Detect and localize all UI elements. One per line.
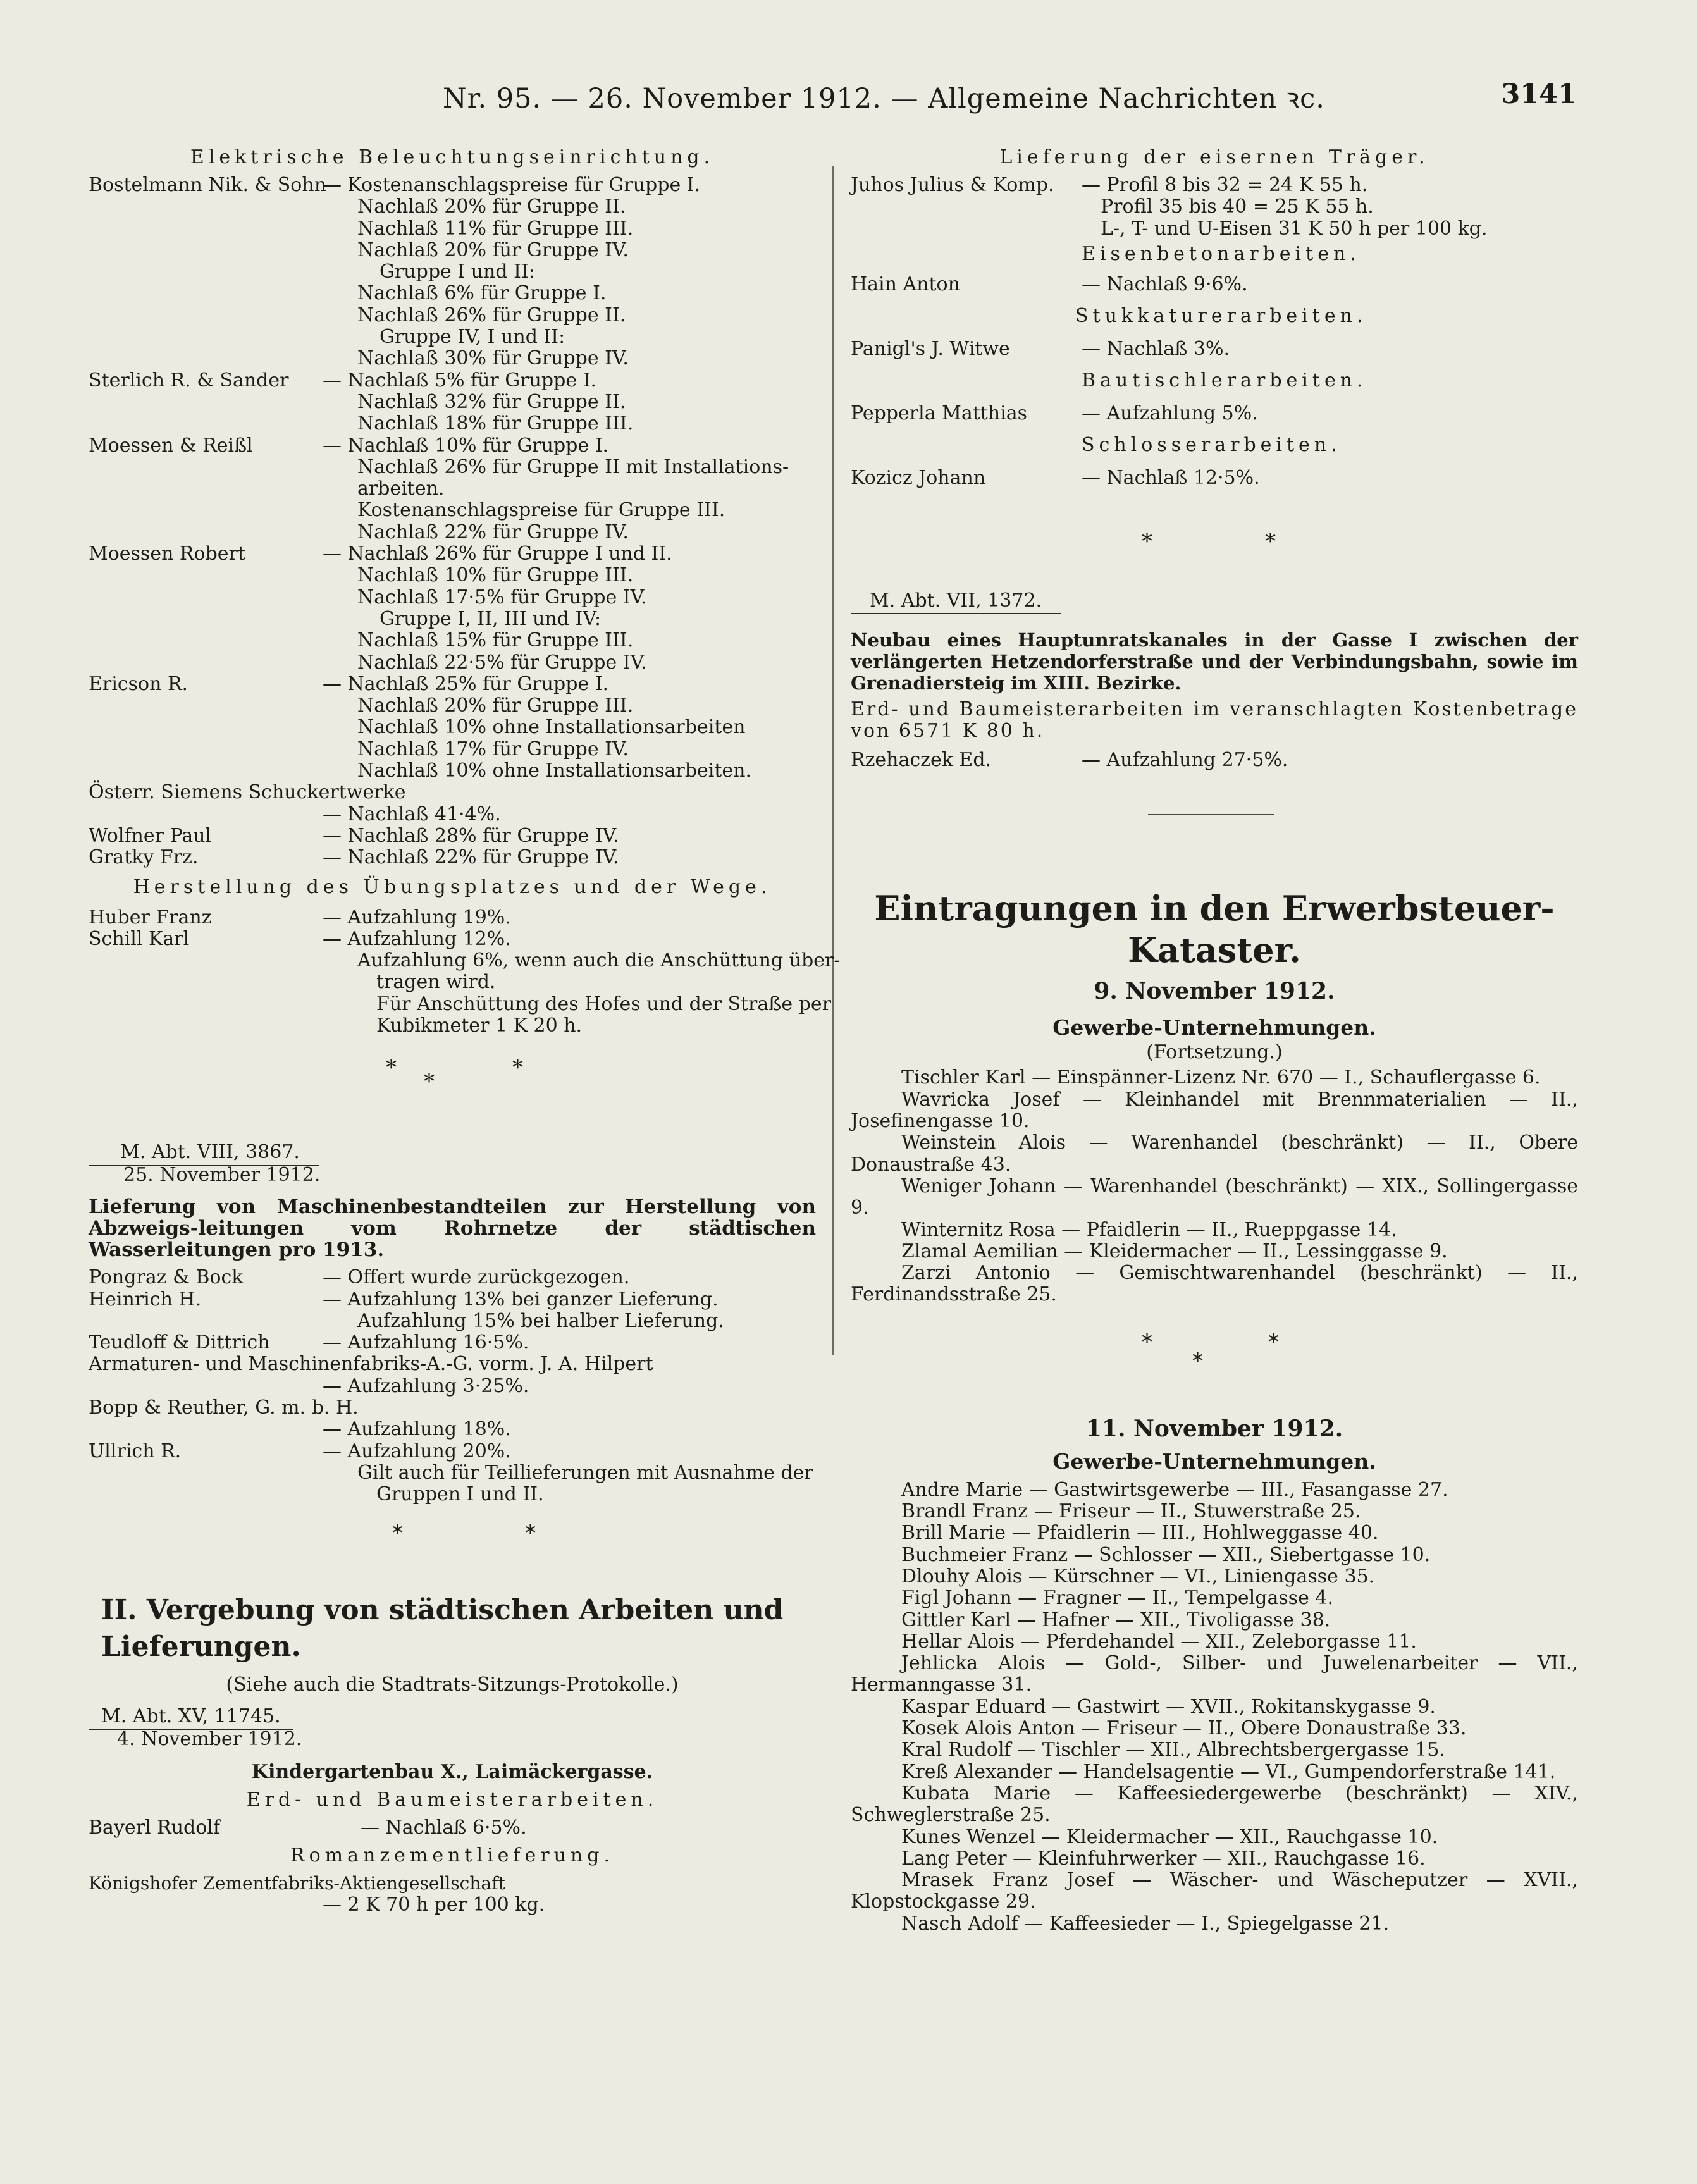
bid-text: — Nachlaß 9·6%. — [1082, 273, 1248, 295]
bid-row — [851, 338, 1578, 370]
bid-row — [89, 261, 816, 283]
bid-row — [851, 196, 1578, 218]
bidder-name: Ullrich R. — [89, 1440, 182, 1462]
bid-row — [89, 608, 816, 630]
bid-text: — Nachlaß 5% für Gruppe I. — [323, 369, 596, 392]
date-line: 25. November 1912. — [123, 1164, 321, 1187]
entry-item: Lang Peter — Kleinfuhrwerker — XII., Rauchgasse 16. — [901, 1847, 1426, 1870]
bid-list — [89, 907, 816, 951]
project-title: Neubau eines Hauptunratskanales in der Gasse I zwischen der verlängerten Hetzendorferstraße und der Verbindungsbahn, sowie im Grenadiersteig im XIII. Bezirke. — [851, 629, 1578, 694]
bid-text: — Nachlaß 6·5%. — [361, 1816, 527, 1839]
bid-row — [851, 218, 1578, 240]
bid-text: — Aufzahlung 12%. — [323, 927, 511, 950]
reference-number: M. Abt. VII, 1372. — [851, 590, 1578, 613]
section-title: Lieferung von Maschinenbestandteilen zur Herstellung von Abzweigs-leitungen vom Rohrnetze der städtischen Wasserleitungen pro 1913. — [89, 1195, 816, 1262]
bidder-name: Österr. Siemens Schuckertwerke — [89, 781, 406, 804]
note-text: Aufzahlung 6%, wenn auch die Anschüttung über- — [357, 949, 841, 972]
bid-text: Nachlaß 17·5% für Gruppe IV. — [357, 586, 647, 608]
entry-item: Kunes Wenzel — Kleidermacher — XII., Rauchgasse 10. — [901, 1825, 1438, 1848]
bidder-name: Pepperla Matthias — [851, 402, 1028, 424]
entry-item: Kreß Alexander — Handelsagentie — VI., Gumpendorferstraße 141. — [901, 1760, 1556, 1783]
separator-stars — [851, 518, 1578, 581]
note-text: Für Anschüttung des Hofes und der Straße per — [376, 992, 831, 1015]
bid-text: — Nachlaß 26% für Gruppe I und II. — [323, 543, 672, 565]
bidder-name: Bopp & Reuther, G. m. b. H. — [89, 1397, 359, 1419]
bid-row — [89, 760, 816, 782]
bid-text: Nachlaß 17% für Gruppe IV. — [357, 737, 629, 760]
bidder-name: Moessen & Reißl — [89, 434, 253, 457]
bid-row — [89, 175, 816, 196]
bid-text: L-, T- und U-Eisen 31 K 50 h per 100 kg. — [1101, 217, 1488, 240]
bid-row — [89, 218, 816, 240]
bid-row — [89, 392, 816, 413]
entry-item: Weniger Johann — Warenhandel (beschränkt) — XIX., Sollingergasse 9. — [851, 1175, 1578, 1219]
bid-row — [89, 907, 816, 929]
section-title: Elektrische Beleuchtungseinrichtung. — [190, 146, 715, 168]
bid-text: — Offert wurde zurückgezogen. — [323, 1266, 630, 1289]
bid-text: Nachlaß 32% für Gruppe II. — [357, 390, 626, 413]
continuation-note: (Fortsetzung.) — [1146, 1041, 1283, 1064]
bidder-name: Armaturen- und Maschinenfabriks-A.-G. vorm. J. A. Hilpert — [89, 1353, 653, 1376]
bid-row — [89, 370, 816, 392]
bid-row — [89, 587, 816, 608]
entry-item: Weinstein Alois — Warenhandel (beschränkt) — II., Obere Donaustraße 43. — [851, 1132, 1578, 1176]
bid-row — [851, 750, 1578, 775]
bid-row — [89, 522, 816, 543]
bid-row — [89, 1419, 816, 1440]
bid-row — [89, 929, 816, 950]
bid-row — [89, 196, 816, 218]
bid-row — [89, 305, 816, 326]
entry-item: Kosek Alois Anton — Friseur — II., Obere Donaustraße 33. — [901, 1717, 1467, 1740]
section-title: Schlosserarbeiten. — [1082, 433, 1342, 456]
bid-text: — Nachlaß 12·5%. — [1082, 466, 1260, 489]
bid-row — [89, 847, 816, 868]
star: * — [1268, 1329, 1279, 1355]
entry-item: Andre Marie — Gastwirtsgewerbe — III., Fasangasse 27. — [901, 1478, 1448, 1501]
bidder-name: Juhos Julius & Komp. — [851, 174, 1054, 196]
bid-text: Nachlaß 26% für Gruppe II mit Installations- — [357, 455, 789, 478]
entry-item: Dlouhy Alois — Kürschner — VI., Liniengasse 35. — [901, 1565, 1375, 1588]
bid-row — [89, 652, 816, 674]
bid-row — [89, 348, 816, 369]
bid-row — [89, 630, 816, 651]
bid-row — [851, 403, 1578, 435]
star: * — [1192, 1348, 1203, 1374]
entry-item: Buchmeier Franz — Schlosser — XII., Siebertgasse 10. — [901, 1543, 1431, 1566]
section-subheading: (Siehe auch die Stadtrats-Sitzungs-Protokolle.) — [226, 1673, 679, 1696]
bid-row — [89, 543, 816, 565]
bid-row — [89, 1817, 816, 1845]
bid-row — [89, 1397, 816, 1419]
bidder-name: Huber Franz — [89, 906, 212, 929]
bid-row — [89, 782, 816, 803]
bid-text: Gruppe I und II: — [380, 261, 535, 283]
divider-line — [851, 805, 1578, 824]
column-divider — [832, 166, 834, 1355]
header-title: Nr. 95. — 26. November 1912. — Allgemeine Nachrichten ꝛc. — [443, 83, 1325, 114]
bid-row — [89, 565, 816, 586]
bid-text: — Aufzahlung 19%. — [323, 906, 511, 929]
bid-text: Nachlaß 11% für Gruppe III. — [357, 217, 634, 240]
bid-row — [89, 1332, 816, 1354]
bid-list — [89, 175, 816, 869]
section-title: Bautischlerarbeiten. — [1082, 369, 1367, 392]
reference-number: M. Abt. VIII, 3867. — [89, 1142, 816, 1164]
bid-text: Nachlaß 18% für Gruppe III. — [357, 412, 634, 435]
bidder-name: Hain Anton — [851, 273, 960, 295]
note-text: Gilt auch für Teillieferungen mit Ausnahme der — [357, 1461, 813, 1484]
star: * — [512, 1055, 523, 1081]
bid-row — [89, 1267, 816, 1288]
subsection-heading: Gewerbe-Unternehmungen. — [1052, 1448, 1376, 1474]
bid-row — [851, 175, 1578, 196]
bid-row — [89, 500, 816, 521]
bid-text: Nachlaß 26% für Gruppe II. — [357, 304, 626, 326]
bid-text: — Nachlaß 10% für Gruppe I. — [323, 434, 609, 457]
entry-item: Wavricka Josef — Kleinhandel mit Brennmaterialien — II., Josefinengasse 10. — [851, 1088, 1578, 1133]
page-header — [0, 75, 1697, 125]
entry-item: Figl Johann — Fragner — II., Tempelgasse 4. — [901, 1587, 1334, 1610]
bid-text: — Nachlaß 22% für Gruppe IV. — [323, 846, 619, 869]
bidder-name: Bostelmann Nik. & Sohn — [89, 174, 327, 196]
section-title: Herstellung des Übungsplatzes und der Wege. — [133, 875, 772, 898]
bid-text: — Nachlaß 41·4%. — [323, 803, 501, 825]
section-title: Eisenbetonarbeiten. — [1082, 242, 1361, 265]
bid-row — [89, 674, 816, 695]
bid-text: Profil 35 bis 40 = 25 K 55 h. — [1101, 195, 1374, 218]
bid-text: arbeiten. — [357, 478, 445, 500]
bid-text: Nachlaß 10% ohne Installationsarbeiten. — [357, 760, 751, 782]
bid-row — [89, 457, 816, 478]
separator-stars — [89, 1516, 816, 1560]
bid-text: — Aufzahlung 20%. — [323, 1440, 511, 1462]
bid-row — [89, 240, 816, 261]
bid-row — [89, 804, 816, 825]
bid-row — [89, 478, 816, 500]
star: * — [392, 1520, 403, 1546]
bidder-name: Schill Karl — [89, 927, 190, 950]
bid-text: — Aufzahlung 5%. — [1082, 402, 1258, 424]
section-title: Erd- und Baumeisterarbeiten im veranschlagten Kostenbetrage von 6571 K 80 h. — [851, 698, 1578, 743]
bid-row — [89, 1376, 816, 1397]
separator-stars — [851, 1325, 1578, 1382]
bid-row — [89, 825, 816, 847]
section-title: Stukkaturerarbeiten. — [1075, 304, 1367, 327]
entry-item: Nasch Adolf — Kaffeesieder — I., Spiegelgasse 21. — [901, 1912, 1390, 1935]
entry-item: Kaspar Eduard — Gastwirt — XVII., Rokitanskygasse 9. — [901, 1695, 1436, 1718]
bid-text: Nachlaß 20% für Gruppe III. — [357, 694, 634, 717]
bid-row — [89, 1311, 816, 1332]
entry-item: Gittler Karl — Hafner — XII., Tivoligasse 38. — [901, 1608, 1331, 1631]
bid-row — [89, 695, 816, 717]
note-text: Gruppen I und II. — [376, 1483, 544, 1506]
date-heading: 9. November 1912. — [1094, 978, 1335, 1005]
bid-row — [89, 435, 816, 457]
bidder-name: Königshofer Zementfabriks-Aktiengesellschaft — [89, 1872, 505, 1894]
separator-stars — [89, 1044, 816, 1101]
project-title: Kindergartenbau X., Laimäckergasse. — [251, 1760, 653, 1783]
bid-text: — Aufzahlung 13% bei ganzer Lieferung. — [323, 1288, 719, 1311]
entry-item: Hellar Alois — Pferdehandel — XII., Zeleborgasse 11. — [901, 1630, 1417, 1653]
bid-row — [89, 326, 816, 348]
note-text: Kubikmeter 1 K 20 h. — [376, 1014, 583, 1037]
bid-text: Nachlaß 6% für Gruppe I. — [357, 282, 607, 305]
left-column — [89, 146, 841, 1916]
entry-item: Brandl Franz — Friseur — II., Stuwerstraße 25. — [901, 1500, 1361, 1523]
date-heading: 11. November 1912. — [1085, 1415, 1343, 1442]
entry-item: Zarzi Antonio — Gemischtwarenhandel (beschränkt) — II., Ferdinandsstraße 25. — [851, 1262, 1578, 1306]
bid-row — [89, 1354, 816, 1375]
star: * — [525, 1520, 536, 1546]
entry-item: Mrasek Franz Josef — Wäscher- und Wäscheputzer — XVII., Klopstockgasse 29. — [851, 1869, 1578, 1913]
bid-text: Nachlaß 20% für Gruppe II. — [357, 195, 626, 218]
section-title: Romanzementlieferung. — [290, 1844, 614, 1866]
entry-list — [851, 1479, 1578, 1935]
entry-item: Kral Rudolf — Tischler — XII., Albrechtsbergergasse 15. — [901, 1739, 1445, 1761]
entry-item: Jehlicka Alois — Gold-, Silber- und Juwelenarbeiter — VII., Hermanngasse 31. — [851, 1652, 1578, 1696]
reference-number: M. Abt. XV, 11745. — [89, 1706, 816, 1729]
bid-text: — Aufzahlung 27·5%. — [1082, 749, 1288, 772]
entry-item: Tischler Karl — Einspänner-Lizenz Nr. 670 — I., Schauflergasse 6. — [901, 1066, 1541, 1089]
section-title: Lieferung der eisernen Träger. — [999, 146, 1429, 168]
bidder-name: Gratky Frz. — [89, 846, 199, 869]
right-column — [851, 147, 1578, 1935]
subsection-heading: Gewerbe-Unternehmungen. — [1052, 1015, 1376, 1040]
bid-text: — Nachlaß 28% für Gruppe IV. — [323, 824, 619, 847]
bidder-name: Sterlich R. & Sander — [89, 369, 289, 392]
bidder-name: Moessen Robert — [89, 543, 245, 565]
bid-text: — Aufzahlung 18%. — [323, 1418, 511, 1441]
entry-list — [851, 1067, 1578, 1305]
bidder-name: Panigl's J. Witwe — [851, 337, 1010, 360]
bid-text: Nachlaß 20% für Gruppe IV. — [357, 238, 629, 261]
bidder-name: Wolfner Paul — [89, 824, 212, 847]
bid-text: — Aufzahlung 16·5%. — [323, 1331, 529, 1354]
bidder-name: Bayerl Rudolf — [89, 1816, 220, 1839]
bid-text: — 2 K 70 h per 100 kg. — [323, 1893, 545, 1916]
entry-item: Brill Marie — Pfaidlerin — III., Hohlweggasse 40. — [901, 1522, 1379, 1545]
star: * — [424, 1069, 435, 1095]
bid-row — [89, 717, 816, 738]
star: * — [386, 1055, 397, 1081]
bid-text: Nachlaß 10% ohne Installationsarbeiten — [357, 716, 746, 739]
bid-text: Nachlaß 10% für Gruppe III. — [357, 564, 634, 587]
bid-list — [89, 1267, 816, 1462]
bid-row — [89, 1289, 816, 1311]
bidder-name: Kozicz Johann — [851, 466, 986, 489]
entry-item: Kubata Marie — Kaffeesiedergewerbe (beschränkt) — XIV., Schweglerstraße 25. — [851, 1782, 1578, 1827]
bid-text: — Nachlaß 3%. — [1082, 337, 1230, 360]
bid-text: — Nachlaß 25% für Gruppe I. — [323, 672, 609, 695]
star: * — [1142, 528, 1152, 554]
bid-row — [89, 1441, 816, 1462]
entry-item: Zlamal Aemilian — Kleidermacher — II., Lessinggasse 9. — [901, 1240, 1448, 1262]
entry-item: Winternitz Rosa — Pfaidlerin — II., Rueppgasse 14. — [901, 1218, 1397, 1241]
bid-text: Aufzahlung 15% bei halber Lieferung. — [357, 1309, 724, 1332]
bid-text: Nachlaß 22% für Gruppe IV. — [357, 521, 629, 543]
bid-text: — Profil 8 bis 32 = 24 K 55 h. — [1082, 174, 1368, 196]
bid-text: Gruppe IV, I und II: — [380, 326, 565, 349]
bidder-name: Rzehaczek Ed. — [851, 749, 992, 772]
bid-row — [851, 467, 1578, 499]
bid-row — [89, 413, 816, 435]
bid-text: — Kostenanschlagspreise für Gruppe I. — [323, 174, 701, 196]
section-heading: II. Vergebung von städtischen Arbeiten und Lieferungen. — [101, 1593, 784, 1663]
bid-text: Nachlaß 22·5% für Gruppe IV. — [357, 651, 647, 674]
bidder-name: Heinrich H. — [89, 1288, 202, 1311]
bid-text: Kostenanschlagspreise für Gruppe III. — [357, 499, 725, 522]
bid-text: Gruppe I, II, III und IV: — [380, 607, 602, 630]
bidder-name: Pongraz & Bock — [89, 1266, 244, 1289]
bidder-name: Ericson R. — [89, 672, 188, 695]
page-number: 3141 — [1501, 78, 1577, 110]
bid-text: — Aufzahlung 3·25%. — [323, 1374, 529, 1397]
bid-row — [89, 283, 816, 304]
note-text: tragen wird. — [376, 971, 496, 994]
kataster-heading: Eintragungen in den Erwerbsteuer-Kataster. — [874, 888, 1555, 971]
bidder-name: Teudloff & Dittrich — [89, 1331, 270, 1354]
bid-text: Nachlaß 30% für Gruppe IV. — [357, 347, 629, 370]
section-title: Erd- und Baumeisterarbeiten. — [246, 1788, 658, 1811]
star: * — [1142, 1329, 1152, 1355]
bid-row — [851, 274, 1578, 305]
star: * — [1265, 528, 1276, 554]
date-line: 4. November 1912. — [117, 1727, 302, 1750]
bid-row — [89, 739, 816, 760]
bid-text: Nachlaß 15% für Gruppe III. — [357, 629, 634, 652]
